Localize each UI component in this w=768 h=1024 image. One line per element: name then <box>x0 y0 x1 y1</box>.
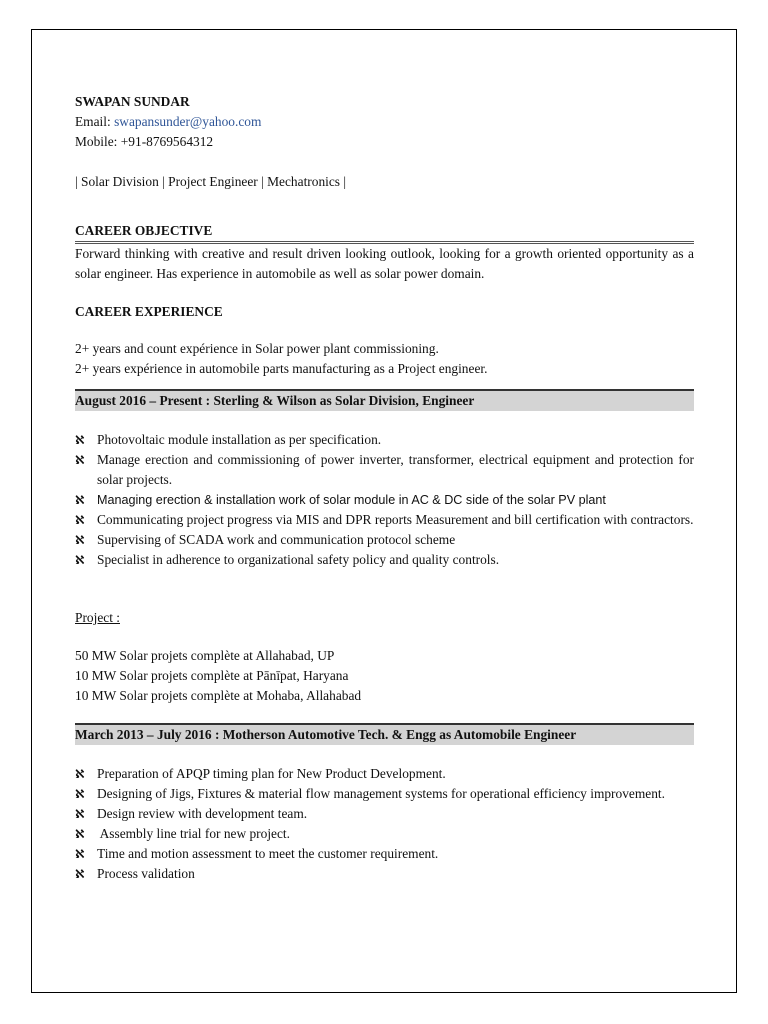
bullet-icon: ℵ <box>75 493 85 507</box>
list-item: ℵ Communicating project progress via MIS and DPR reports Measurement and bill certification with contractors. <box>75 510 694 530</box>
bullet-icon: ℵ <box>75 827 85 841</box>
experience-line: 2+ years expérience in automobile parts manufacturing as a Project engineer. <box>75 361 488 376</box>
mobile-line: Mobile: +91-8769564312 <box>75 134 214 149</box>
list-item: ℵ Preparation of APQP timing plan for New Product Development. <box>75 764 694 784</box>
job-bullets-motherson <box>75 764 694 884</box>
email-line <box>75 112 694 132</box>
bullet-icon: ℵ <box>75 513 85 527</box>
career-objective-title: CAREER OBJECTIVE <box>75 221 694 244</box>
list-item: ℵ Supervising of SCADA work and communication protocol scheme <box>75 530 694 550</box>
list-item: ℵ Designing of Jigs, Fixtures & material flow management systems for operational efficiency improvement. <box>75 784 694 804</box>
bullet-icon: ℵ <box>75 847 85 861</box>
bullet-icon: ℵ <box>75 453 85 467</box>
list-item: ℵ Assembly line trial for new project. <box>75 824 694 844</box>
list-item: ℵ Design review with development team. <box>75 804 694 824</box>
candidate-name: SWAPAN SUNDAR <box>75 94 190 109</box>
list-item: ℵ Specialist in adherence to organizational safety policy and quality controls. <box>75 550 694 570</box>
project-item: 10 MW Solar projets complète at Pānīpat, Haryana <box>75 668 349 683</box>
list-item: ℵ Managing erection & installation work of solar module in AC & DC side of the solar PV plant <box>75 490 694 510</box>
bullet-icon: ℵ <box>75 433 85 447</box>
list-item: ℵ Photovoltaic module installation as per specification. <box>75 430 694 450</box>
bullet-icon: ℵ <box>75 533 85 547</box>
email-link[interactable]: swapansunder@yahoo.com <box>114 114 262 129</box>
bullet-icon: ℵ <box>75 787 85 801</box>
experience-line: 2+ years and count expérience in Solar power plant commissioning. <box>75 341 439 356</box>
project-item: 50 MW Solar projets complète at Allahabad, UP <box>75 648 335 663</box>
list-item: ℵ Time and motion assessment to meet the customer requirement. <box>75 844 694 864</box>
experience-summary <box>75 339 694 379</box>
job-bullets-sterling <box>75 430 694 570</box>
job-header-sterling: August 2016 – Present : Sterling & Wilson as Solar Division, Engineer <box>75 389 694 411</box>
project-item: 10 MW Solar projets complète at Mohaba, Allahabad <box>75 688 362 703</box>
profile-summary: | Solar Division | Project Engineer | Mechatronics | <box>75 174 347 189</box>
job-header-motherson: March 2013 – July 2016 : Motherson Automotive Tech. & Engg as Automobile Engineer <box>75 723 694 745</box>
list-item: ℵ Manage erection and commissioning of power inverter, transformer, electrical equipment and protection for solar projects. <box>75 452 694 487</box>
career-experience-title: CAREER EXPERIENCE <box>75 304 223 319</box>
bullet-icon: ℵ <box>75 767 85 781</box>
email-label: Email: <box>75 114 115 129</box>
project-list <box>75 646 694 706</box>
bullet-icon: ℵ <box>75 807 85 821</box>
project-label: Project : <box>75 610 120 625</box>
list-item: ℵ Process validation <box>75 864 694 884</box>
career-objective-text: Forward thinking with creative and result driven looking outlook, looking for a growth oriented opportunity as a solar engineer. Has experience in automobile as well as solar power domain. <box>75 246 694 281</box>
resume-content <box>75 92 694 884</box>
bullet-icon: ℵ <box>75 867 85 881</box>
bullet-icon: ℵ <box>75 553 85 567</box>
